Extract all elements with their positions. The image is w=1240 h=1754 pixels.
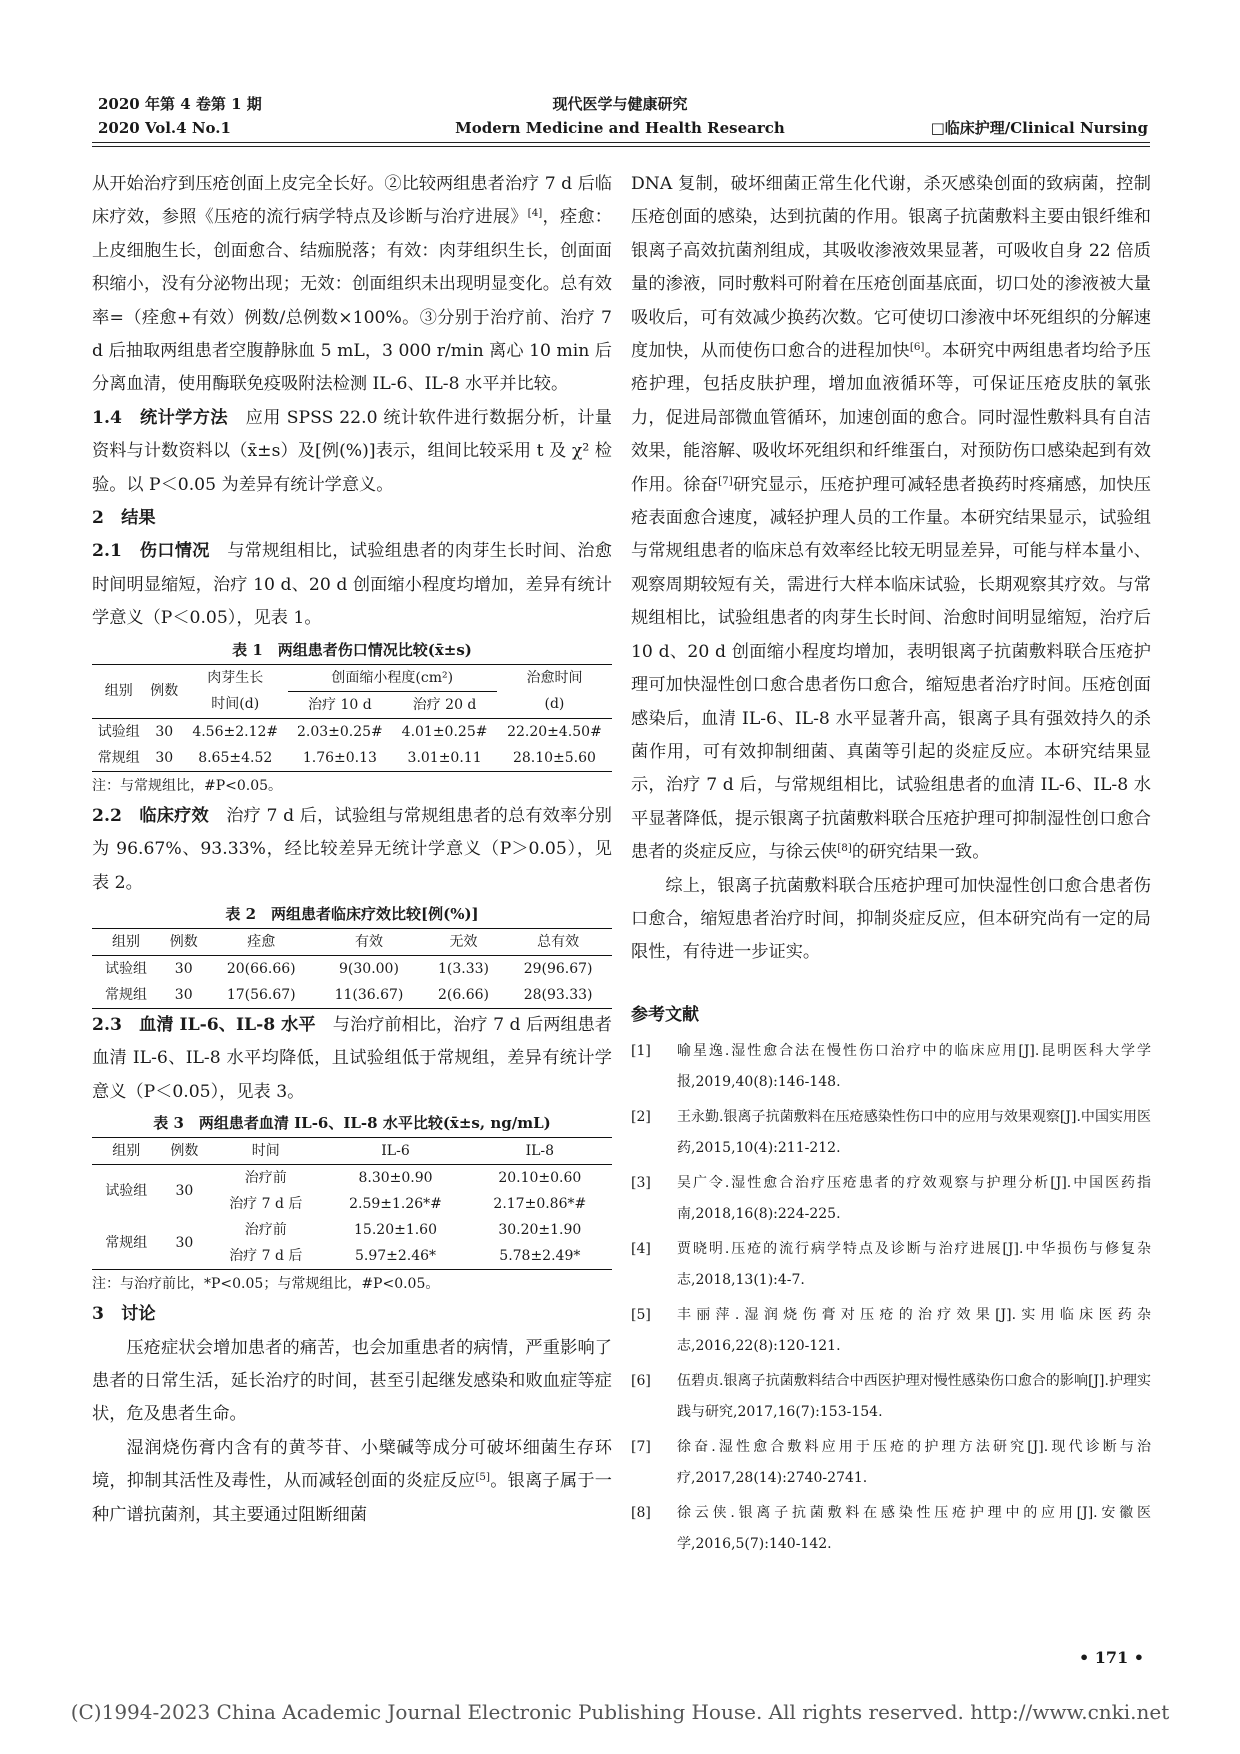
table-row: 常规组 30 17(56.67) 11(36.67) 2(6.66) 28(93.33) [92,982,612,1009]
reference-item [631,1366,1151,1428]
left-column [92,168,612,1532]
reference-number: [3] [631,1174,651,1191]
reference-item [631,1498,1151,1560]
header-rule-2 [92,146,1150,147]
table3: 组别 例数 时间 IL-6 IL-8 试验组 30 治疗前 8.30±0.90 20.10±0.60 治疗 7 d 后 2.59±1.26*# 2.17±0.86*# 常规组 30 治疗前 15.20±1.60 30.20±1.90 治疗 7 d 后 5.97±2.46* 5.78±2.49* [92,1137,612,1270]
table-row: 试验组 30 20(66.66) 9(30.00) 1(3.33) 29(96.67) [105,960,593,977]
section-heading: 1.4 统计学方法 [92,407,229,428]
table-row: 试验组 30 4.56±2.12# 2.03±0.25# 4.01±0.25# 22.20±4.50# [97,723,602,740]
wound-section: 2.1 伤口情况 与常规组相比，试验组患者的肉芽生长时间、治愈时间明显缩短，治疗 10 d、20 d 创面缩小程度均增加，差异有统计学意义（P＜0.05），见表 1。 [92,541,612,629]
journal-title-cn: 现代医学与健康研究 [552,95,688,113]
table-row: 常规组 30 8.65±4.52 1.76±0.13 3.01±0.11 28.10±5.60 [92,745,612,772]
table2-title: 表 2 两组患者临床疗效比较[例(%)] [225,904,479,923]
reference-text: 王永勤.银离子抗菌敷料在压疮感染性伤口中的应用与效果观察[J].中国实用医药,2015,10(4):211-212. [677,1108,1151,1156]
section-label: □临床护理/Clinical Nursing [930,119,1148,137]
reference-item [631,1432,1151,1494]
table-row: 常规组 30 治疗前 15.20±1.60 30.20±1.90 [105,1222,582,1252]
paragraph: 综上，银离子抗菌敷料联合压疮护理可加快湿性创口愈合患者伤口愈合，缩短患者治疗时间，抑制炎症反应，但本研究尚有一定的局限性，有待进一步证实。 [631,875,1151,963]
table3-title: 表 3 两组患者血清 IL-6、IL-8 水平比较(x̄±s, ng/mL) [153,1114,551,1133]
reference-number: [2] [631,1108,651,1125]
references-list [631,1036,1151,1560]
table3-note: 注：与治疗前比，*P<0.05；与常规组比，#P<0.05。 [92,1276,440,1293]
right-column [631,168,1151,1560]
reference-number: [6] [631,1372,651,1389]
table-row: 治疗 7 d 后 2.59±1.26*# 2.17±0.86*# [229,1196,587,1213]
stats-section: 1.4 统计学方法 应用 SPSS 22.0 统计软件进行数据分析，计量资料与计数资料以（x̄±s）及[例(%)]表示，组间比较采用 t 及 χ² 检验。以 P＜0.05 为差异有统计学意义。 [92,407,612,495]
reference-item [631,1102,1151,1164]
copyright-footer: (C)1994-2023 China Academic Journal Electronic Publishing House. All rights reserved. http://www.cnki.net [70,1700,1170,1724]
paragraph: DNA 复制，破坏细菌正常生化代谢，杀灭感染创面的致病菌，控制压疮创面的感染，达到抗菌的作用。银离子抗菌敷料主要由银纤维和银离子高效抗菌剂组成，其吸收渗液效果显著，可吸收自身 22 倍质量的渗液，同时敷料可附着在压疮创面基底面，切口处的渗液被大量吸收后，可有效减少换药次数。它可使切口渗液中坏死组织的分解速度加快，从而使伤口愈合的进程加快[6]。本研究中两组患者均给予压疮护理，包括皮肤护理，增加血液循环等，可保证压疮皮肤的氧张力，促进局部微血管循环，加速创面的愈合。同时湿性敷料具有自洁效果，能溶解、吸收坏死组织和纤维蛋白，对预防伤口感染起到有效作用。徐奋[7]研究显示，压疮护理可减轻患者换药时疼痛感，加快压疮表面愈合速度，减轻护理人员的工作量。本研究结果显示，试验组与常规组患者的临床总有效率经比较无明显差异，可能与样本量小、观察周期较短有关，需进行大样本临床试验，长期观察其疗效。与常规组相比，试验组患者的肉芽生长时间、治愈时间明显缩短，治疗后 10 d、20 d 创面缩小程度均增加，表明银离子抗菌敷料联合压疮护理可加快湿性创口愈合患者伤口愈合，缩短患者治疗时间。压疮创面感染后，血清 IL-6、IL-8 水平显著升高，银离子具有强效持久的杀菌作用，可有效抑制细菌、真菌等引起的炎症反应。本研究结果显示，治疗 7 d 后，与常规组相比，试验组患者的血清 IL-6、IL-8 水平显著降低，提示银离子抗菌敷料联合压疮护理可抑制湿性创口愈合患者的炎症反应，与徐云侠[8]的研究结果一致。 [631,174,1151,863]
efficacy-section: 2.2 临床疗效 治疗 7 d 后，试验组与常规组患者的总有效率分别为 96.67%、93.33%，经比较差异无统计学意义（P＞0.05），见表 2。 [92,805,612,893]
reference-item [631,1300,1151,1362]
paragraph: 压疮症状会增加患者的痛苦，也会加重患者的病情，严重影响了患者的日常生活，延长治疗的时间，甚至引起继发感染和败血症等症状，危及患者生命。 [92,1337,612,1425]
paragraph: 从开始治疗到压疮创面上皮完全长好。②比较两组患者治疗 7 d 后临床疗效，参照《压疮的流行病学特点及诊断与治疗进展》[4]，痊愈：上皮细胞生长，创面愈合、结痂脱落；有效：肉芽组织生长，创面面积缩小，没有分泌物出现；无效：创面组织未出现明显变化。总有效率=（痊愈+有效）例数/总例数×100%。③分别于治疗前、治疗 7 d 后抽取两组患者空腹静脉血 5 mL，3 000 r/min 离心 10 min 后分离血清，使用酶联免疫吸附法检测 IL-6、IL-8 水平并比较。 [92,174,612,395]
reference-text: 徐云侠.银离子抗菌敷料在感染性压疮护理中的应用[J].安徽医学,2016,5(7):140-142. [677,1504,1151,1552]
section-heading: 3 讨论 [92,1304,156,1325]
reference-text: 喻星逸.湿性愈合法在慢性伤口治疗中的临床应用[J].昆明医科大学学报,2019,40(8):146-148. [677,1042,1151,1090]
table-row: 治疗 7 d 后 5.97±2.46* 5.78±2.49* [92,1243,612,1270]
page-number: • 171 • [1079,1648,1144,1667]
table-row: 试验组 30 治疗前 8.30±0.90 20.10±0.60 [105,1170,582,1200]
reference-text: 丰丽萍.湿润烧伤膏对压疮的治疗效果[J].实用临床医药杂志,2016,22(8):120-121. [677,1306,1151,1354]
table1-note: 注：与常规组比，#P<0.05。 [92,777,283,794]
table1: 组别 例数 肉芽生长 创面缩小程度(cm²) 治愈时间 时间(d) 治疗 10 d 治疗 20 d (d) 试验组 30 4.56±2.12# 2.03±0.25# 4.01±0.25# 22.20±4.50# 常规组 30 8.65±4.52 1.76±0.13 3.01±0.11 28.10±5.60 [92,664,612,772]
journal-title-en: Modern Medicine and Health Research [455,119,785,137]
table2: 组别 例数 痊愈 有效 无效 总有效 试验组 30 20(66.66) 9(30.00) 1(3.33) 29(96.67) 常规组 30 17(56.67) 11(36.67) 2(6.66) 28(93.33) [92,928,612,1009]
reference-number: [5] [631,1306,651,1323]
paragraph: 湿润烧伤膏内含有的黄芩苷、小檗碱等成分可破坏细菌生存环境，抑制其活性及毒性，从而减轻创面的炎症反应[5]。银离子属于一种广谱抗菌剂，其主要通过阻断细菌 [92,1437,612,1525]
reference-text: 吴广令.湿性愈合治疗压疮患者的疗效观察与护理分析[J].中国医药指南,2018,16(8):224-225. [677,1174,1151,1222]
section-heading: 2 结果 [92,508,156,529]
reference-number: [1] [631,1042,651,1059]
references-heading: 参考文献 [631,1004,699,1025]
reference-number: [7] [631,1438,651,1455]
reference-number: [8] [631,1504,651,1521]
reference-item [631,1036,1151,1098]
reference-item [631,1234,1151,1296]
reference-number: [4] [631,1240,651,1257]
reference-text: 徐奋.湿性愈合敷料应用于压疮的护理方法研究[J].现代诊断与治疗,2017,28(14):2740-2741. [677,1438,1151,1486]
serum-section: 2.3 血清 IL-6、IL-8 水平 与治疗前相比，治疗 7 d 后两组患者血清 IL-6、IL-8 水平均降低，且试验组低于常规组，差异有统计学意义（P＜0.05），见表 3。 [92,1014,612,1102]
journal-issue-cn: 2020 年第 4 卷第 1 期 [98,95,262,113]
journal-issue-en: 2020 Vol.4 No.1 [98,119,231,137]
table1-title: 表 1 两组患者伤口情况比较(x̄±s) [232,640,472,659]
reference-item [631,1168,1151,1230]
reference-text: 伍碧贞.银离子抗菌敷料结合中西医护理对慢性感染伤口愈合的影响[J].护理实践与研究,2017,16(7):153-154. [677,1372,1151,1420]
header-rule [92,142,1150,143]
reference-text: 贾晓明.压疮的流行病学特点及诊断与治疗进展[J].中华损伤与修复杂志,2018,13(1):4-7. [677,1240,1151,1288]
